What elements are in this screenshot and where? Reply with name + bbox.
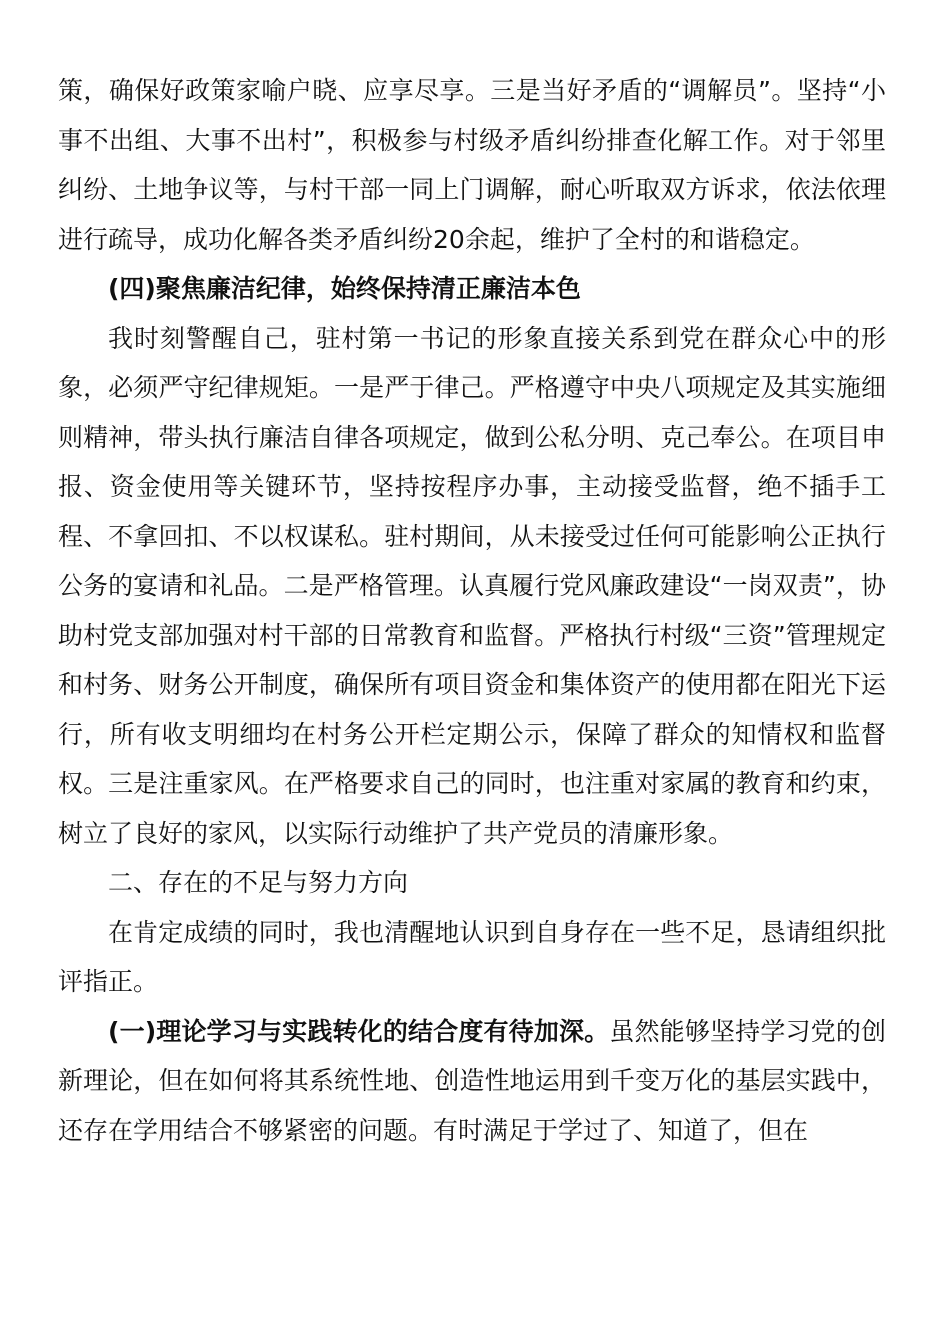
paragraph-shortcomings-intro: 在肯定成绩的同时，我也清醒地认识到自身存在一些不足，恳请组织批评指正。 [58, 917, 886, 996]
document-page [58, 66, 886, 1155]
paragraph-theory-practice [58, 1007, 886, 1156]
paragraph-dispute-mediation: 策，确保好政策家喻户晓、应享尽享。三是当好矛盾的“调解员”。坚持“小事不出组、大事不出村”，积极参与村级矛盾纠纷排查化解工作。对于邻里纠纷、土地争议等，与村干部一同上门调解，耐心听取双方诉求，依法依理进行疏导，成功化解各类矛盾纠纷20余起，维护了全村的和谐稳定。 [58, 76, 886, 254]
paragraph-theory-practice-body: 虽然能够坚持学习党的创新理论，但在如何将其系统性地、创造性地运用到千变万化的基层实践中，还存在学用结合不够紧密的问题。有时满足于学过了、知道了，但在 [58, 1016, 886, 1145]
section-heading-shortcomings: 二、存在的不足与努力方向 [108, 868, 409, 897]
subheading-theory-practice: (一)理论学习与实践转化的结合度有待加深。 [108, 1016, 610, 1046]
section-heading-integrity: (四)聚焦廉洁纪律，始终保持清正廉洁本色 [108, 274, 581, 303]
paragraph-integrity-discipline: 我时刻警醒自己，驻村第一书记的形象直接关系到党在群众心中的形象，必须严守纪律规矩。一是严于律己。严格遵守中央八项规定及其实施细则精神，带头执行廉洁自律各项规定，做到公私分明、克己奉公。在项目申报、资金使用等关键环节，坚持按程序办事，主动接受监督，绝不插手工程、不拿回扣、不以权谋私。驻村期间，从未接受过任何可能影响公正执行公务的宴请和礼品。二是严格管理。认真履行党风廉政建设“一岗双责”，协助村党支部加强对村干部的日常教育和监督。严格执行村级“三资”管理规定和村务、财务公开制度，确保所有项目资金和集体资产的使用都在阳光下运行，所有收支明细均在村务公开栏定期公示，保障了群众的知情权和监督权。三是注重家风。在严格要求自己的同时，也注重对家属的教育和约束，树立了良好的家风，以实际行动维护了共产党员的清廉形象。 [58, 323, 886, 848]
